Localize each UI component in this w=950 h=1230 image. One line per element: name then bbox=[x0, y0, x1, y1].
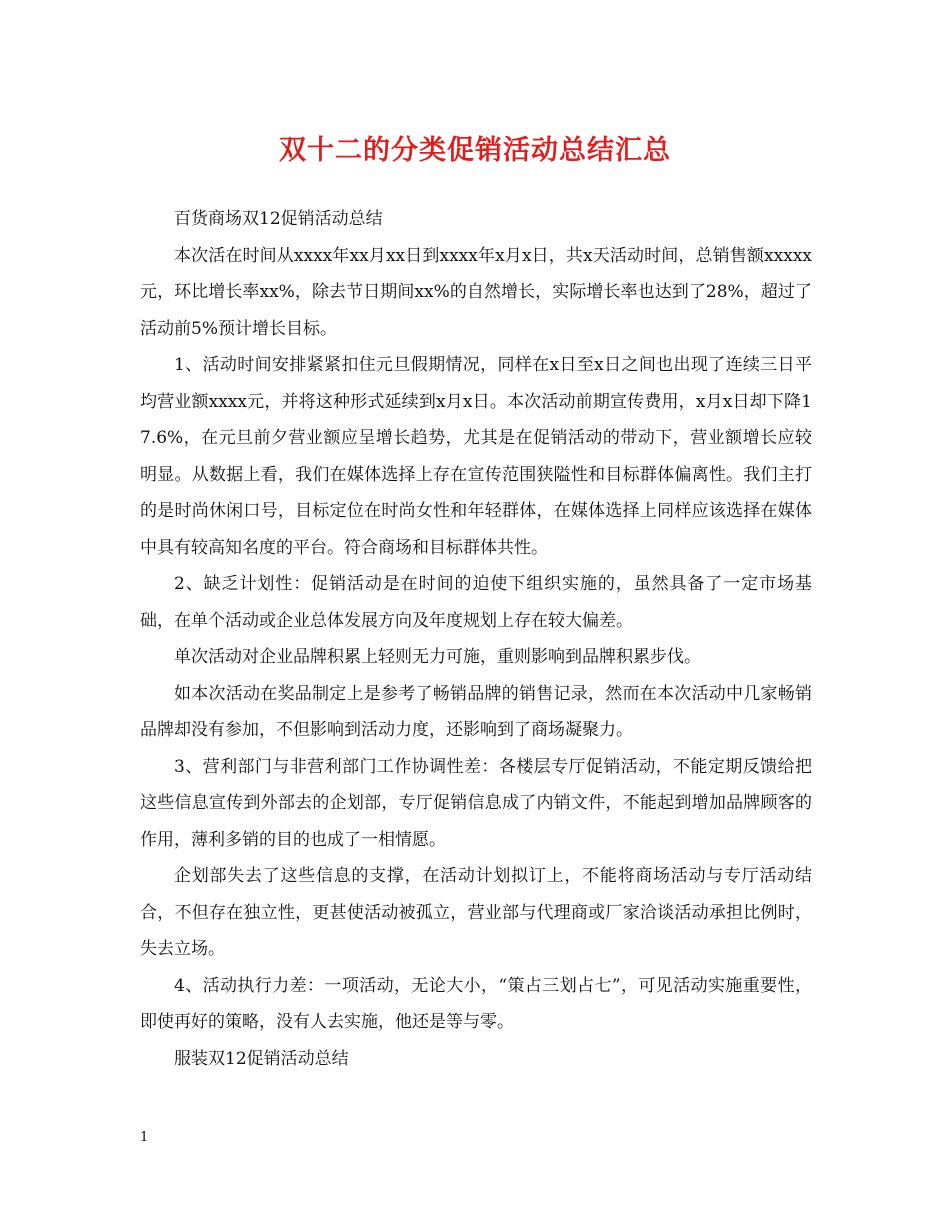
section-heading-clothing: 服装双12促销活动总结 bbox=[174, 1048, 349, 1069]
paragraph-sales-summary: 本次活在时间从xxxx年xx月xx日到xxxx年x月x日，共x天活动时间，总销售额xxxxx元，环比增长率xx%，除去节日期间xx%的自然增长，实际增长率也达到了28%，超过了活动前5%预计增长目标。 bbox=[140, 245, 812, 339]
paragraph-point-4: 4、活动执行力差：一项活动，无论大小，“策占三划占七”，可见活动实施重要性，即使再好的策略，没有人去实施，他还是等与零。 bbox=[140, 975, 812, 1032]
section-heading-department-store: 百货商场双12促销活动总结 bbox=[174, 209, 383, 229]
paragraph-brand-accumulation: 单次活动对企业品牌积累上轻则无力可施，重则影响到品牌积累步伐。 bbox=[174, 647, 701, 667]
paragraph-planning-department: 企划部失去了这些信息的支撑，在活动计划拟订上，不能将商场活动与专厅活动结合，不但存在独立性，更甚使活动被孤立，营业部与代理商或厂家洽谈活动承担比例时，失去立场。 bbox=[140, 866, 812, 959]
paragraph-point-3: 3、营利部门与非营利部门工作协调性差：各楼层专厅促销活动，不能定期反馈给把这些信息宣传到外部去的企划部，专厅促销信息成了内销文件，不能起到增加品牌顾客的作用，薄利多销的目的也成了一相情愿。 bbox=[140, 756, 812, 850]
document-title: 双十二的分类促销活动总结汇总 bbox=[279, 135, 671, 166]
paragraph-point-1: 1、活动时间安排紧紧扣住元旦假期情况，同样在x日至x日之间也出现了连续三日平均营业额xxxx元，并将这种形式延续到x月x日。本次活动前期宣传费用，x月x日却下降17.6%，在元旦前夕营业额应呈增长趋势，尤其是在促销活动的带动下，营业额增长应较明显。从数据上看，我们在媒体选择上存在宣传范围狭隘性和目标群体偏离性。我们主打的是时尚休闲口号，目标定位在时尚女性和年轻群体，在媒体选择上同样应该选择在媒体中具有较高知名度的平台。符合商场和目标群体共性。 bbox=[140, 355, 812, 558]
page-number: 1 bbox=[140, 1130, 149, 1145]
paragraph-point-2: 2、缺乏计划性：促销活动是在时间的迫使下组织实施的，虽然具备了一定市场基础，在单个活动或企业总体发展方向及年度规划上存在较大偏差。 bbox=[140, 574, 812, 631]
document-body bbox=[140, 201, 812, 1077]
paragraph-prize-example: 如本次活动在奖品制定上是参考了畅销品牌的销售记录，然而在本次活动中几家畅销品牌却没有参加，不但影响到活动力度，还影响到了商场凝聚力。 bbox=[140, 683, 812, 740]
